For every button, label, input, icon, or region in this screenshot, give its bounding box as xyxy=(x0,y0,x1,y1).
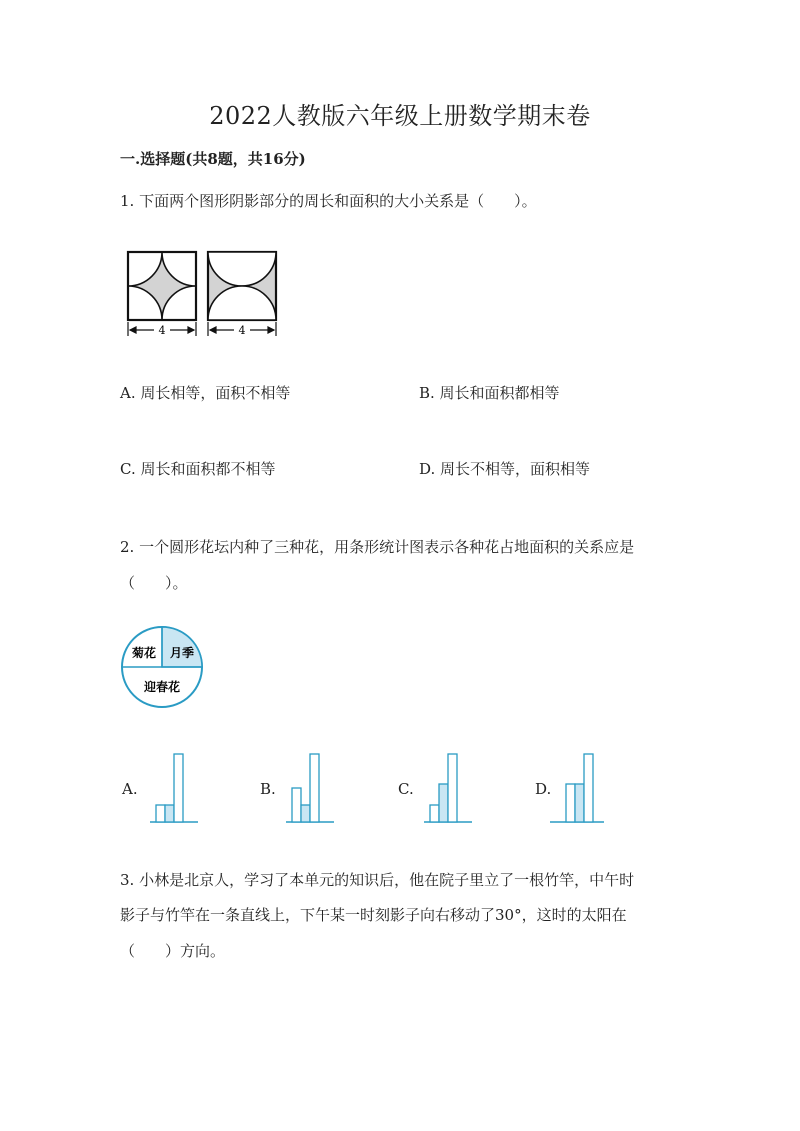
q1-option-b: B. 周长和面积都相等 xyxy=(419,384,560,402)
page-title: 2022人教版六年级上册数学期末卷 xyxy=(209,102,591,130)
dim-label-right: 4 xyxy=(238,324,246,337)
bar-option-c-label: C. xyxy=(398,780,414,798)
q1-option-d: D. 周长不相等，面积相等 xyxy=(419,460,591,478)
pie-label-juhua: 菊花 xyxy=(131,646,157,660)
question-1-stem: 1. 下面两个图形阴影部分的周长和面积的大小关系是（ ）。 xyxy=(120,192,537,210)
q1-option-a: A. 周长相等，面积不相等 xyxy=(120,384,291,402)
bar-option-d-label: D. xyxy=(535,780,552,798)
question-2-stem-line1: 2. 一个圆形花坛内种了三种花，用条形统计图表示各种花占地面积的关系应是 xyxy=(120,538,635,556)
question-1-figure xyxy=(126,250,286,340)
question-3-line1: 3. 小林是北京人，学习了本单元的知识后，他在院子里立了一根竹竿，中午时 xyxy=(120,871,635,889)
dim-label-left: 4 xyxy=(158,324,166,337)
bar-option-b-label: B. xyxy=(260,780,276,798)
bar-option-a-chart xyxy=(150,750,198,826)
pie-label-yingchun: 迎春花 xyxy=(143,680,181,694)
bar-option-a-label: A. xyxy=(122,780,138,798)
question-2-stem-line2: （ ）。 xyxy=(120,574,188,592)
section-heading: 一.选择题(共8题，共16分) xyxy=(120,150,306,168)
bar-option-b-chart xyxy=(286,750,334,826)
pie-label-yueji: 月季 xyxy=(169,646,195,660)
left-square-figure xyxy=(128,252,196,320)
flowerbed-pie-diagram xyxy=(120,625,204,709)
right-square-figure xyxy=(208,252,276,320)
question-3-line3: （ ）方向。 xyxy=(120,942,226,960)
bar-option-c-chart xyxy=(424,750,472,826)
bar-option-d-chart xyxy=(550,750,604,826)
question-3-line2: 影子与竹竿在一条直线上，下午某一时刻影子向右移动了30°，这时的太阳在 xyxy=(120,906,627,924)
q1-option-c: C. 周长和面积都不相等 xyxy=(120,460,276,478)
